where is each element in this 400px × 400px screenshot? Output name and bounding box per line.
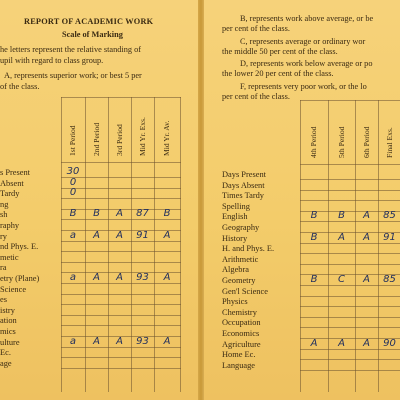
grade-cell: a: [69, 335, 77, 347]
grade-cell: A: [338, 231, 345, 243]
subject-label: ation: [0, 316, 17, 326]
column-header: 2nd Period: [91, 122, 101, 156]
grade-a-definition-line-1: A, represents superior work; or best 5 per: [4, 71, 142, 80]
grade-cell: A: [363, 274, 370, 285]
grade-cell: B: [93, 208, 100, 220]
grade-cell: B: [338, 210, 345, 222]
subject-label: Days Present: [222, 170, 266, 179]
row-rule: [61, 283, 181, 284]
grade-cell: 30: [66, 166, 80, 177]
grade-cell: A: [363, 337, 370, 349]
column-divider: [108, 97, 109, 392]
grade-cell: 91: [136, 229, 149, 241]
grade-cell: B: [310, 210, 318, 222]
row-rule: [61, 241, 181, 242]
column-header: Final Exs.: [384, 127, 394, 158]
grade-cell: 90: [383, 337, 396, 349]
subject-label: raphy: [0, 221, 20, 230]
subject-label: Language: [222, 360, 256, 370]
row-rule: [300, 190, 400, 191]
subject-label: Home Ec.: [222, 350, 256, 360]
right-page: [204, 0, 400, 400]
grade-f-definition-line-1: F, represents very poor work, or the lo: [240, 82, 367, 91]
grade-cell: A: [93, 229, 100, 241]
grade-cell: 85: [383, 274, 396, 285]
grade-cell: 0: [69, 187, 77, 199]
grade-cell: A: [163, 272, 171, 283]
grade-cell: A: [163, 229, 171, 241]
grade-cell: B: [163, 208, 171, 220]
grade-cell: 93: [136, 335, 149, 347]
subject-label: Geography: [222, 223, 260, 232]
grade-cell: B: [310, 274, 318, 285]
header-bottom-rule: [61, 162, 181, 163]
row-rule: [61, 315, 181, 316]
grade-cell: 0: [69, 176, 77, 188]
grade-f-definition-line-2: per cent of the class.: [222, 92, 290, 101]
subject-label: age: [0, 358, 12, 368]
subject-label: English: [222, 212, 248, 222]
subject-label: Gen'l Science: [222, 286, 268, 296]
grade-cell: B: [69, 208, 77, 220]
intro-line-1: he letters represent the relative standing of: [0, 45, 141, 54]
column-divider: [154, 97, 155, 392]
grade-cell: A: [93, 335, 100, 347]
grade-cell: 87: [136, 208, 149, 220]
grade-cell: A: [116, 335, 123, 347]
grade-a-definition-line-2: of the class.: [0, 82, 40, 91]
grade-cell: A: [363, 231, 370, 243]
subject-label: Spelling: [222, 201, 250, 211]
row-rule: [300, 285, 400, 286]
subject-label: s Present: [0, 168, 31, 177]
subject-label: H. and Phys. E.: [222, 244, 275, 254]
grade-d-definition-line-2: the lower 20 per cent of the class.: [222, 69, 334, 78]
grade-cell: A: [163, 335, 171, 347]
grade-cell: A: [338, 337, 345, 349]
row-rule: [61, 347, 181, 348]
subject-label: ng: [0, 199, 9, 209]
subject-label: Science: [0, 284, 27, 294]
subject-label: Occupation: [222, 318, 261, 328]
row-rule: [300, 317, 400, 318]
grade-cell: A: [93, 272, 100, 283]
column-divider: [85, 97, 86, 392]
row-rule: [61, 304, 181, 305]
header-top-rule: [61, 97, 181, 98]
column-header: Mid Yr. Exs.: [137, 117, 147, 156]
column-header: 4th Period: [309, 126, 318, 158]
row-rule: [300, 327, 400, 328]
header-bottom-rule: [300, 164, 400, 165]
row-rule: [300, 306, 400, 307]
grade-c-definition-line-1: C, represents average or ordinary wor: [240, 37, 366, 46]
header-top-rule: [300, 100, 400, 101]
column-divider: [180, 97, 181, 392]
column-header: Mid Yr. Av.: [162, 120, 171, 156]
column-header: 3rd Period: [114, 124, 124, 156]
subject-label: Economics: [222, 329, 260, 338]
subject-label: ry: [0, 231, 7, 241]
subject-label: istry: [0, 305, 15, 315]
grade-cell: A: [116, 208, 123, 220]
scale-of-marking-heading: Scale of Marking: [62, 30, 123, 39]
grade-cell: A: [116, 272, 123, 283]
column-divider: [61, 97, 62, 392]
row-rule: [300, 243, 400, 244]
subject-label: History: [222, 233, 248, 243]
subject-label: sh: [0, 210, 8, 220]
row-rule: [61, 357, 181, 358]
grade-cell: C: [338, 274, 345, 285]
row-rule: [61, 198, 181, 199]
grade-cell: a: [69, 272, 77, 283]
row-rule: [61, 368, 181, 369]
subject-label: ulture: [0, 337, 20, 347]
report-title: REPORT OF ACADEMIC WORK: [24, 17, 154, 26]
subject-label: Algebra: [222, 265, 249, 275]
grade-cell: a: [69, 229, 77, 241]
grade-cell: 91: [383, 231, 396, 243]
subject-label: Arithmetic: [222, 254, 259, 264]
row-rule: [300, 221, 400, 222]
grade-c-definition-line-2: the middle 50 per cent of the class.: [222, 47, 338, 56]
row-rule: [61, 294, 181, 295]
subject-label: Absent: [0, 178, 24, 188]
column-header: 6th Period: [361, 126, 371, 158]
row-rule: [61, 262, 181, 263]
column-divider: [131, 97, 132, 392]
subject-label: Physics: [222, 297, 248, 307]
subject-label: Ec.: [0, 348, 11, 358]
subject-label: Days Absent: [222, 180, 265, 190]
row-rule: [300, 370, 400, 371]
grade-b-definition-line-1: B, represents work above average, or be: [240, 14, 374, 23]
row-rule: [300, 253, 400, 254]
row-rule: [300, 179, 400, 180]
row-rule: [300, 359, 400, 360]
grade-cell: A: [363, 210, 370, 222]
row-rule: [300, 264, 400, 265]
subject-label: etry (Plane): [0, 274, 40, 283]
row-rule: [300, 296, 400, 297]
grade-cell: 93: [136, 272, 149, 283]
subject-label: mics: [0, 327, 16, 336]
subject-label: Geometry: [222, 276, 256, 285]
subject-label: metic: [0, 252, 19, 262]
grade-cell: A: [116, 229, 123, 241]
row-rule: [61, 219, 181, 220]
grade-cell: 85: [383, 210, 396, 222]
row-rule: [300, 200, 400, 201]
row-rule: [61, 251, 181, 252]
subject-label: ra: [0, 263, 7, 273]
row-rule: [61, 325, 181, 326]
subject-label: Tardy: [0, 189, 20, 199]
subject-label: Agriculture: [222, 339, 261, 349]
grade-cell: A: [310, 337, 318, 349]
intro-line-2: upil with regard to class group.: [0, 56, 104, 65]
left-page: [0, 0, 198, 400]
grade-d-definition-line-1: D, represents work below average or po: [240, 59, 373, 68]
row-rule: [300, 349, 400, 350]
column-header: 5th Period: [336, 126, 346, 158]
column-header: 1st Period: [68, 125, 77, 156]
grade-b-definition-line-2: per cent of the class.: [222, 24, 290, 33]
subject-label: Times Tardy: [222, 191, 264, 201]
subject-label: Chemistry: [222, 307, 257, 317]
subject-label: es: [0, 295, 7, 305]
grade-cell: B: [310, 231, 318, 243]
subject-label: nd Phys. E.: [0, 242, 39, 252]
